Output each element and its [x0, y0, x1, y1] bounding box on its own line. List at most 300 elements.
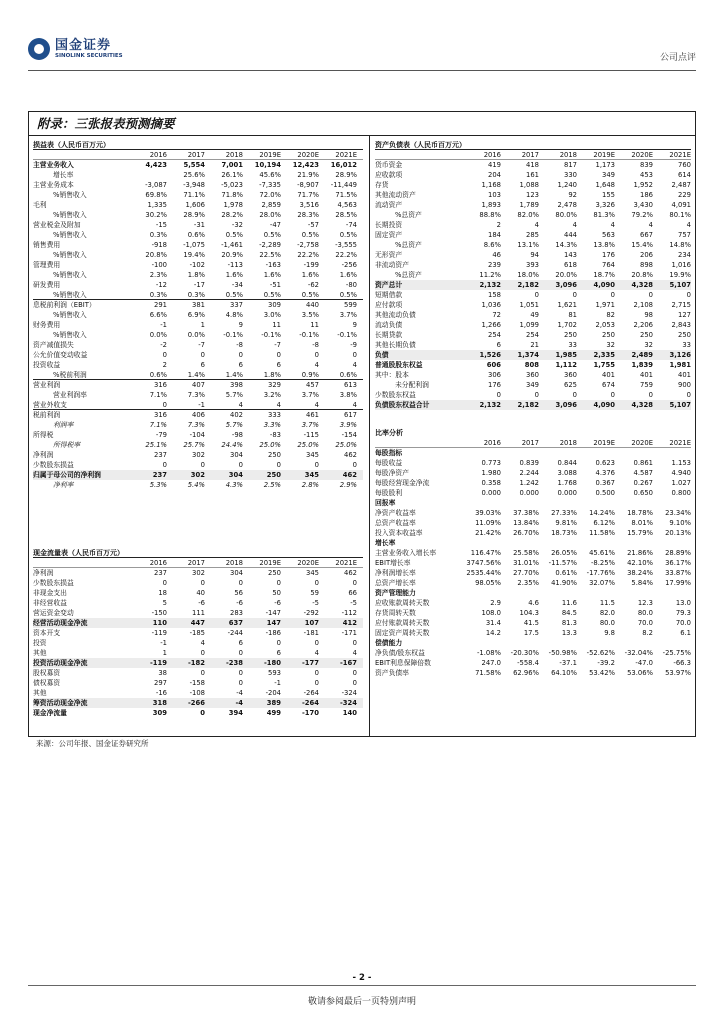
value-cell: 0 — [352, 639, 357, 647]
value-cell: 0.3% — [149, 231, 167, 239]
value-cell: -100 — [151, 261, 167, 269]
value-cell: 98 — [644, 311, 653, 319]
value-cell: 1.6% — [339, 271, 357, 279]
value-cell — [501, 498, 539, 508]
row-label: 其他 — [33, 689, 47, 697]
value-cell: 70.0 — [637, 619, 653, 627]
value-cell: 11.5 — [599, 599, 615, 607]
value-cell: 31.01% — [513, 559, 539, 567]
value-cell: -34 — [231, 281, 243, 289]
row-label: 净利润 — [33, 451, 54, 459]
value-cell: 0 — [314, 639, 319, 647]
value-cell — [463, 448, 501, 458]
value-cell: 92 — [568, 191, 577, 199]
header-divider — [28, 70, 696, 71]
row-label: 净利率 — [53, 481, 74, 489]
value-cell: -98 — [231, 431, 243, 439]
year-header: 2019E — [593, 439, 615, 447]
row-label: 研发费用 — [33, 281, 61, 289]
value-cell: 79.2% — [631, 211, 653, 219]
value-cell: 2 — [162, 361, 167, 369]
income-header-row — [33, 150, 363, 160]
value-cell: 2,859 — [261, 201, 281, 209]
row-label: %销售收入 — [53, 211, 87, 219]
table-row — [375, 528, 691, 538]
value-cell: 0.61% — [555, 569, 577, 577]
value-cell: 4,090 — [593, 401, 615, 409]
value-cell: 0.000 — [481, 489, 501, 497]
value-cell: -158 — [189, 679, 205, 687]
table-row — [375, 210, 691, 220]
value-cell: 291 — [154, 301, 167, 309]
value-cell: 0.839 — [519, 459, 539, 467]
value-cell: 6.9% — [187, 311, 205, 319]
value-cell: 900 — [678, 381, 691, 389]
value-cell: 0 — [352, 669, 357, 677]
table-row — [33, 160, 363, 170]
value-cell — [501, 448, 539, 458]
value-cell: 42.10% — [627, 559, 653, 567]
table-row — [375, 380, 691, 390]
value-cell: 0 — [276, 579, 281, 587]
value-cell: 0.500 — [595, 489, 615, 497]
row-label: 利润率 — [53, 421, 74, 429]
value-cell: 25.0% — [297, 441, 319, 449]
row-label: 财务费用 — [33, 321, 61, 329]
table-row — [375, 330, 691, 340]
row-label: 存货周转天数 — [375, 609, 416, 617]
value-cell: 0 — [610, 291, 615, 299]
table-row — [375, 578, 691, 588]
value-cell: -119 — [151, 629, 167, 637]
value-cell: 419 — [488, 161, 501, 169]
value-cell: 186 — [640, 191, 653, 199]
value-cell: 80.1% — [669, 211, 691, 219]
value-cell: -0.1% — [223, 331, 243, 339]
value-cell: 1.153 — [671, 459, 691, 467]
value-cell: 440 — [306, 301, 319, 309]
company-logo — [28, 38, 123, 60]
value-cell: -0.1% — [337, 331, 357, 339]
table-row — [375, 230, 691, 240]
table-row — [33, 470, 363, 480]
value-cell: -47.0 — [635, 659, 653, 667]
value-cell: 25.7% — [183, 441, 205, 449]
table-row — [33, 420, 363, 430]
value-cell: 0 — [200, 579, 205, 587]
value-cell: 0 — [314, 669, 319, 677]
row-label: 其他流动负债 — [375, 311, 416, 319]
value-cell: 69.8% — [145, 191, 167, 199]
row-label: 普通股股东权益 — [375, 361, 423, 369]
value-cell: 3.5% — [301, 311, 319, 319]
value-cell: 250 — [678, 331, 691, 339]
value-cell: 7,001 — [221, 161, 243, 169]
value-cell: 401 — [602, 371, 615, 379]
value-cell: 283 — [230, 609, 243, 617]
value-cell: -3,555 — [335, 241, 357, 249]
value-cell: 637 — [228, 619, 243, 627]
value-cell: 237 — [152, 471, 167, 479]
value-cell: -558.4 — [517, 659, 539, 667]
value-cell: 5,554 — [183, 161, 205, 169]
value-cell: -180 — [263, 659, 281, 667]
value-cell: 0 — [314, 351, 319, 359]
balance-table-title: 资产负债表（人民币百万元） — [375, 140, 691, 150]
value-cell: 3.7% — [301, 391, 319, 399]
value-cell: 11.6 — [561, 599, 577, 607]
year-header: 2020E — [631, 439, 653, 447]
value-cell: 0.0% — [187, 331, 205, 339]
value-cell: 38.24% — [627, 569, 653, 577]
table-row — [375, 498, 691, 508]
value-cell: -8.25% — [590, 559, 615, 567]
value-cell: 12.3 — [637, 599, 653, 607]
value-cell: 4,091 — [671, 201, 691, 209]
appendix-title: 附录：三张报表预测摘要 — [29, 112, 695, 136]
value-cell: 158 — [488, 291, 501, 299]
row-label: 销售费用 — [33, 241, 61, 249]
value-cell: 381 — [192, 301, 205, 309]
table-row — [33, 450, 363, 460]
sinolink-logo-icon — [28, 38, 50, 60]
value-cell: 2,715 — [671, 301, 691, 309]
ratios-header-row — [375, 438, 691, 448]
value-cell: 5.4% — [187, 481, 205, 489]
value-cell — [653, 498, 691, 508]
value-cell: -113 — [227, 261, 243, 269]
value-cell: -115 — [303, 431, 319, 439]
value-cell: -39.2 — [597, 659, 615, 667]
value-cell: 19.4% — [183, 251, 205, 259]
row-label: 回报率 — [375, 499, 396, 507]
value-cell: -186 — [265, 629, 281, 637]
value-cell: 45.61% — [589, 549, 615, 557]
row-label: 筹资活动现金净流 — [33, 699, 88, 707]
value-cell: 0.5% — [301, 291, 319, 299]
value-cell: -266 — [187, 699, 205, 707]
value-cell: -147 — [265, 609, 281, 617]
row-label: 每股经营现金净流 — [375, 479, 430, 487]
table-row — [33, 200, 363, 210]
row-label: 其他 — [33, 649, 47, 657]
value-cell: 26.70% — [513, 529, 539, 537]
column-divider — [369, 136, 370, 736]
value-cell: -11,449 — [330, 181, 357, 189]
table-row — [375, 558, 691, 568]
table-row — [375, 320, 691, 330]
value-cell: 3.9% — [339, 421, 357, 429]
value-cell: 1.027 — [671, 479, 691, 487]
value-cell: 237 — [154, 569, 167, 577]
value-cell: -8 — [236, 341, 243, 349]
value-cell: 4 — [686, 221, 691, 229]
value-cell: 22.2% — [335, 251, 357, 259]
value-cell: 0.5% — [225, 231, 243, 239]
value-cell: 839 — [640, 161, 653, 169]
table-row — [33, 230, 363, 240]
table-row — [375, 160, 691, 170]
value-cell: 2,053 — [595, 321, 615, 329]
value-cell — [129, 170, 167, 180]
table-row — [33, 220, 363, 230]
value-cell: 4,423 — [145, 161, 167, 169]
value-cell: 247.0 — [481, 659, 501, 667]
value-cell: 14.3% — [555, 241, 577, 249]
value-cell: -31 — [193, 221, 205, 229]
value-cell: 0 — [200, 649, 205, 657]
value-cell: 1,893 — [481, 201, 501, 209]
table-row — [33, 320, 363, 330]
value-cell: 5 — [162, 599, 167, 607]
value-cell: -5 — [350, 599, 357, 607]
value-cell: 0 — [572, 391, 577, 399]
value-cell: 0 — [496, 391, 501, 399]
value-cell: 667 — [640, 231, 653, 239]
year-header: 2021E — [335, 151, 357, 159]
value-cell: 0 — [238, 669, 243, 677]
logo-en: SINOLINK SECURITIES — [55, 52, 123, 59]
value-cell: 1,985 — [555, 351, 577, 359]
row-label: 总资产收益率 — [375, 519, 416, 527]
value-cell: -170 — [301, 709, 319, 717]
value-cell: 0 — [200, 461, 205, 469]
value-cell: -7,335 — [259, 181, 281, 189]
value-cell: 72 — [492, 311, 501, 319]
value-cell: -62 — [307, 281, 319, 289]
row-label: 偿债能力 — [375, 639, 403, 647]
value-cell: 23.34% — [665, 509, 691, 517]
table-row — [375, 658, 691, 668]
value-cell: -292 — [303, 609, 319, 617]
value-cell: 345 — [306, 569, 319, 577]
value-cell: 16,012 — [330, 161, 357, 169]
value-cell: 7.1% — [149, 421, 167, 429]
value-cell: 2,182 — [517, 401, 539, 409]
value-cell: 176 — [602, 251, 615, 259]
row-label: 毛利 — [33, 201, 47, 209]
row-label: %销售收入 — [53, 191, 87, 199]
value-cell: -7 — [198, 341, 205, 349]
value-cell: -4 — [236, 689, 243, 697]
value-cell: 123 — [526, 191, 539, 199]
value-cell: 17.99% — [665, 579, 691, 587]
value-cell: 412 — [342, 619, 357, 627]
value-cell: 18.7% — [593, 271, 615, 279]
value-cell: 817 — [564, 161, 577, 169]
value-cell: -112 — [341, 609, 357, 617]
value-cell: 0 — [162, 579, 167, 587]
value-cell: 1,952 — [633, 181, 653, 189]
value-cell: 20.9% — [221, 251, 243, 259]
value-cell: -199 — [303, 261, 319, 269]
value-cell: 6 — [238, 639, 243, 647]
value-cell: -8,907 — [297, 181, 319, 189]
value-cell: 6 — [238, 361, 243, 369]
value-cell: 40 — [196, 589, 205, 597]
value-cell: 2,843 — [671, 321, 691, 329]
table-row — [375, 538, 691, 548]
ratios-table-title: 比率分析 — [375, 429, 403, 437]
value-cell: 71.7% — [297, 191, 319, 199]
value-cell: -1 — [274, 679, 281, 687]
value-cell: 4 — [276, 401, 281, 409]
table-row — [33, 568, 363, 578]
value-cell: 59 — [310, 589, 319, 597]
value-cell: 20.8% — [145, 251, 167, 259]
value-cell: 28.5% — [335, 211, 357, 219]
table-row — [375, 448, 691, 458]
value-cell: 4.587 — [633, 469, 653, 477]
value-cell: 0.358 — [481, 479, 501, 487]
value-cell: 759 — [640, 381, 653, 389]
value-cell: 24.4% — [221, 441, 243, 449]
value-cell: 32.07% — [589, 579, 615, 587]
table-row — [33, 170, 363, 180]
value-cell: 3.7% — [339, 311, 357, 319]
year-header: 2019E — [593, 151, 615, 159]
value-cell — [463, 498, 501, 508]
year-header: 2020E — [297, 559, 319, 567]
value-cell: 15.79% — [627, 529, 653, 537]
value-cell: 349 — [526, 381, 539, 389]
value-cell: 13.3 — [561, 629, 577, 637]
value-cell: 21.9% — [297, 171, 319, 179]
value-cell: 46 — [492, 251, 501, 259]
table-row — [33, 250, 363, 260]
value-cell: 4 — [352, 401, 357, 409]
value-cell: -256 — [341, 261, 357, 269]
value-cell: 143 — [564, 251, 577, 259]
table-row — [33, 370, 363, 380]
value-cell: 2,132 — [479, 281, 501, 289]
value-cell: 1,971 — [595, 301, 615, 309]
row-label: 货币资金 — [375, 161, 403, 169]
value-cell: 306 — [488, 371, 501, 379]
row-label: 其他长期负债 — [375, 341, 416, 349]
value-cell: 84.5 — [561, 609, 577, 617]
value-cell: 360 — [564, 371, 577, 379]
table-row — [375, 478, 691, 488]
logo-cn: 国金证券 — [55, 37, 112, 53]
value-cell: 20.13% — [665, 529, 691, 537]
value-cell — [463, 588, 501, 598]
table-row — [375, 370, 691, 380]
value-cell: 4.3% — [225, 481, 243, 489]
row-label: 资本开支 — [33, 629, 61, 637]
value-cell: -52.62% — [586, 649, 615, 657]
value-cell: 0 — [276, 639, 281, 647]
value-cell: 764 — [602, 261, 615, 269]
table-row — [33, 698, 363, 708]
value-cell: 0 — [238, 461, 243, 469]
row-label: 营业利润 — [33, 381, 61, 389]
table-row — [33, 340, 363, 350]
value-cell: 62.96% — [513, 669, 539, 677]
row-label: 资产负债率 — [375, 669, 409, 677]
value-cell: -83 — [269, 431, 281, 439]
value-cell: 304 — [228, 471, 243, 479]
value-cell — [577, 588, 615, 598]
value-cell: 1,016 — [671, 261, 691, 269]
footer-divider — [28, 985, 696, 986]
value-cell: 2,206 — [633, 321, 653, 329]
value-cell: 80.0 — [599, 619, 615, 627]
value-cell: 39.03% — [475, 509, 501, 517]
value-cell: -1 — [198, 401, 205, 409]
value-cell: 250 — [640, 331, 653, 339]
year-header: 2017 — [521, 439, 539, 447]
row-label: 营业利润率 — [53, 391, 87, 399]
value-cell: -12 — [155, 281, 167, 289]
table-row — [375, 220, 691, 230]
value-cell: -16 — [155, 689, 167, 697]
value-cell: 1,036 — [481, 301, 501, 309]
year-header: 2017 — [187, 559, 205, 567]
value-cell: 625 — [564, 381, 577, 389]
value-cell — [501, 538, 539, 548]
value-cell: 11 — [272, 321, 281, 329]
value-cell: 1.8% — [263, 371, 281, 379]
value-cell: 250 — [268, 569, 281, 577]
value-cell: 0.5% — [263, 231, 281, 239]
row-label: 所得税率 — [53, 441, 81, 449]
value-cell: 337 — [230, 301, 243, 309]
row-label: 净利润 — [33, 569, 54, 577]
value-cell: -15 — [155, 221, 167, 229]
row-label: 长期贷款 — [375, 331, 403, 339]
value-cell: -108 — [189, 689, 205, 697]
value-cell: 398 — [230, 381, 243, 389]
row-label: 非现金支出 — [33, 589, 67, 597]
row-label: %总资产 — [395, 271, 422, 279]
value-cell: 184 — [488, 231, 501, 239]
value-cell: 13.0 — [675, 599, 691, 607]
value-cell: 2 — [496, 221, 501, 229]
value-cell: 19.9% — [669, 271, 691, 279]
value-cell: 21.86% — [627, 549, 653, 557]
row-label: 固定资产周转天数 — [375, 629, 430, 637]
value-cell: 0 — [352, 679, 357, 687]
value-cell: 41.5 — [523, 619, 539, 627]
value-cell: -5,023 — [221, 181, 243, 189]
value-cell: 6.12% — [593, 519, 615, 527]
value-cell: -102 — [189, 261, 205, 269]
value-cell: 18.73% — [551, 529, 577, 537]
table-row — [33, 290, 363, 300]
cashflow-statement-table — [33, 548, 363, 718]
value-cell: 20.0% — [555, 271, 577, 279]
value-cell: 33.87% — [665, 569, 691, 577]
value-cell: -182 — [187, 659, 205, 667]
year-header: 2016 — [483, 439, 501, 447]
value-cell: 1.6% — [225, 271, 243, 279]
row-label: 投资 — [33, 639, 47, 647]
appendix-frame — [28, 111, 696, 737]
value-cell: 297 — [154, 679, 167, 687]
row-label: 公允价值变动收益 — [33, 351, 88, 359]
value-cell: -9 — [350, 341, 357, 349]
row-label: 负债股东权益合计 — [375, 401, 430, 409]
value-cell: -5 — [312, 599, 319, 607]
value-cell: -6 — [274, 599, 281, 607]
row-label: 债权募资 — [33, 679, 61, 687]
value-cell: 333 — [268, 411, 281, 419]
table-row — [375, 608, 691, 618]
page-header — [28, 38, 696, 68]
value-cell: 254 — [526, 331, 539, 339]
value-cell — [577, 448, 615, 458]
